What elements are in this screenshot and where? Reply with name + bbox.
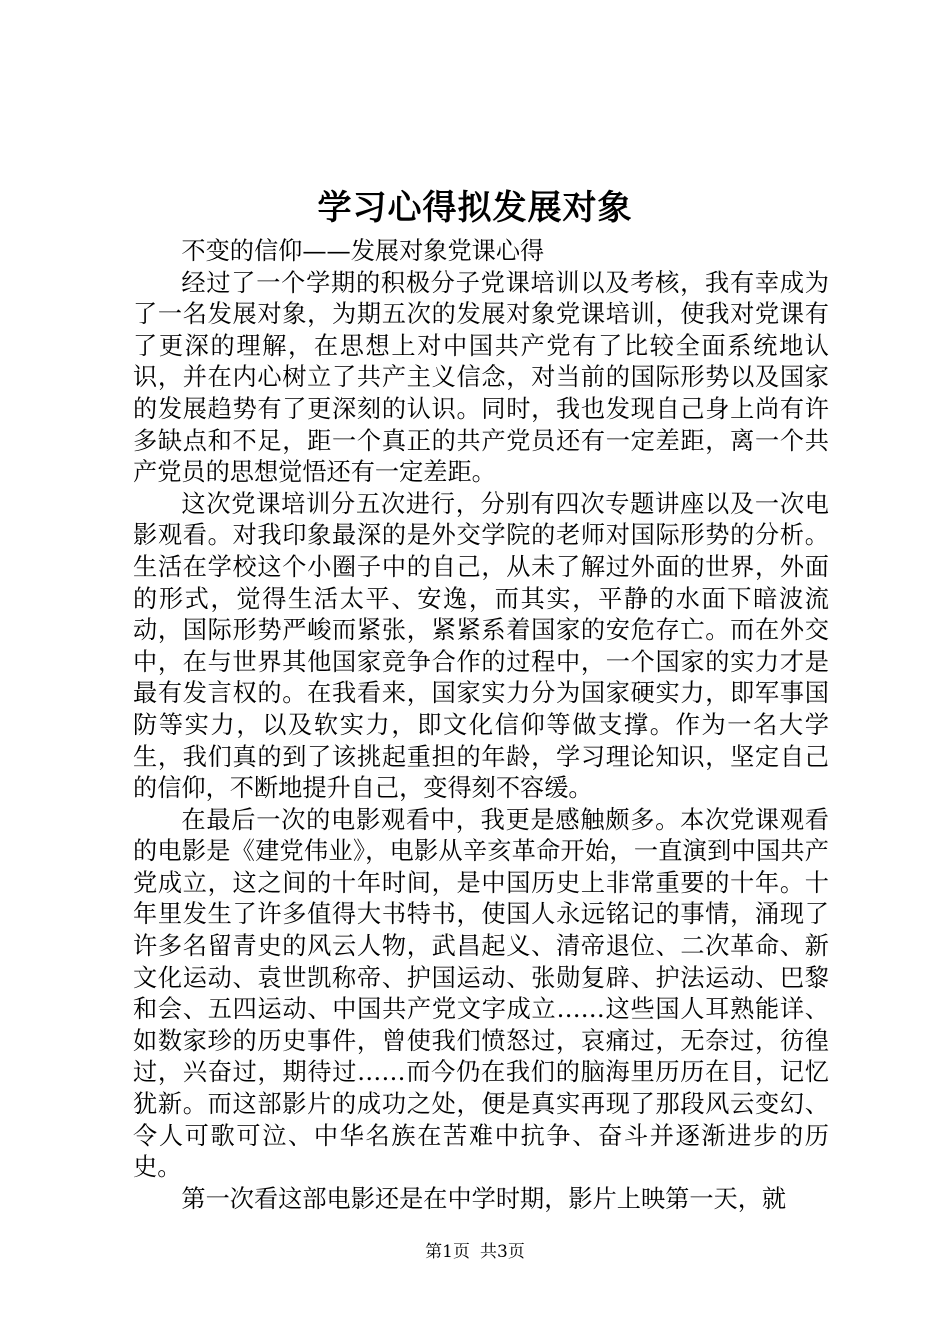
paragraph: 经过了一个学期的积极分子党课培训以及考核，我有幸成为了一名发展对象，为期五次的发展对象党课培训，使我对党课有了更深的理解，在思想上对中国共产党有了比较全面系统地认识，并在内心树立了共产主义信念，对当前的国际形势以及国家的发展趋势有了更深刻的认识。同时，我也发现自己身上尚有许多缺点和不足，距一个真正的共产党员还有一定差距，离一个共产党员的思想觉悟还有一定差距。 [133, 268, 829, 487]
document-body [133, 236, 829, 1215]
page-number: 第1页 [425, 1242, 470, 1262]
paragraph: 第一次看这部电影还是在中学时期，影片上映第一天，就 [181, 1184, 787, 1213]
document-subtitle: 不变的信仰——发展对象党课心得 [181, 237, 545, 265]
page-total: 共3页 [480, 1242, 525, 1262]
paragraph: 在最后一次的电影观看中，我更是感触颇多。本次党课观看的电影是《建党伟业》，电影从辛亥革命开始，一直演到中国共产党成立，这之间的十年时间，是中国历史上非常重要的十年。十年里发生了许多值得大书特书，使国人永远铭记的事情，涌现了许多名留青史的风云人物，武昌起义、清帝退位、二次革命、新文化运动、袁世凯称帝、护国运动、张勋复辟、护法运动、巴黎和会、五四运动、中国共产党文字成立……这些国人耳熟能详、如数家珍的历史事件，曾使我们愤怒过，哀痛过，无奈过，彷徨过，兴奋过，期待过……而今仍在我们的脑海里历历在目，记忆犹新。而这部影片的成功之处，便是真实再现了那段风云变幻、令人可歌可泣、中华名族在苦难中抗争、奋斗并逐渐进步的历史。 [133, 805, 829, 1182]
page-footer [0, 1240, 950, 1264]
paragraph: 这次党课培训分五次进行，分别有四次专题讲座以及一次电影观看。对我印象最深的是外交学院的老师对国际形势的分析。生活在学校这个小圈子中的自己，从未了解过外面的世界，外面的形式，觉得生活太平、安逸，而其实，平静的水面下暗波流动，国际形势严峻而紧张，紧紧系着国家的安危存亡。而在外交中，在与世界其他国家竞争合作的过程中，一个国家的实力才是最有发言权的。在我看来，国家实力分为国家硬实力，即军事国防等实力，以及软实力，即文化信仰等做支撑。作为一名大学生，我们真的到了该挑起重担的年龄，学习理论知识，坚定自己的信仰，不断地提升自己，变得刻不容缓。 [133, 489, 829, 803]
document-title: 学习心得拟发展对象 [317, 188, 633, 228]
